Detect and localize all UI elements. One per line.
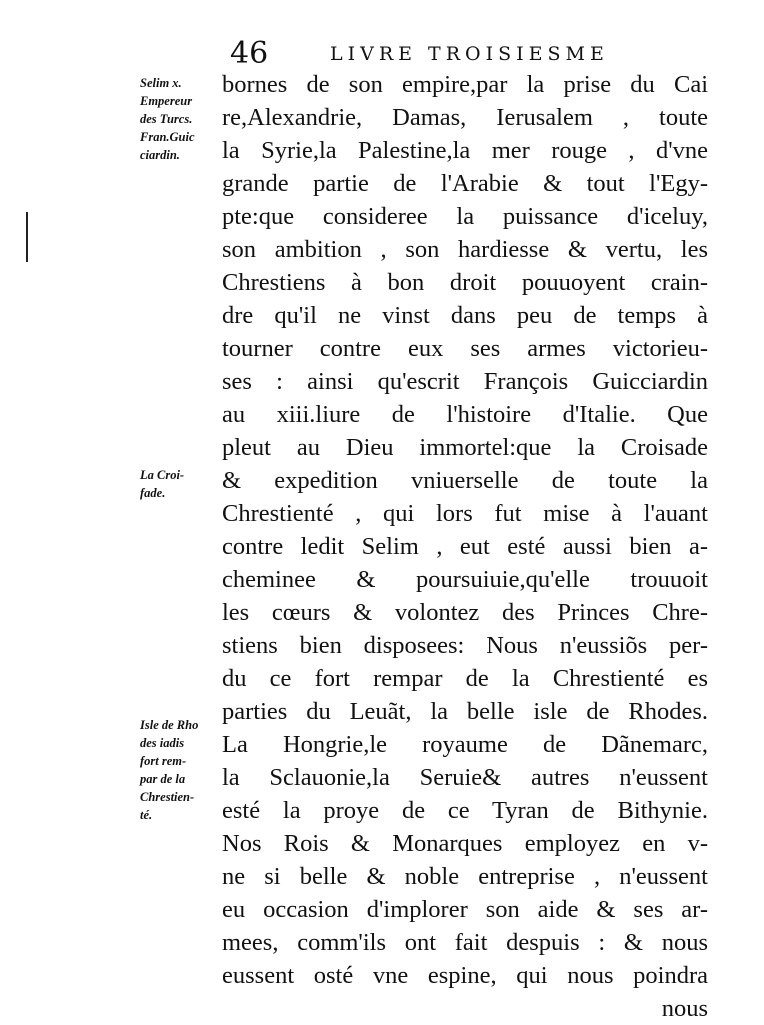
- running-title: LIVRE TROISIESME: [330, 43, 609, 65]
- text-line: La Hongrie,le royaume de Dãnemarc,: [222, 731, 708, 758]
- text-line: Chrestienté , qui lors fut mise à l'auant: [222, 500, 708, 527]
- margin-note-croisade: [140, 466, 230, 502]
- text-line: ses : ainsi qu'escrit François Guicciardin: [222, 368, 708, 395]
- text-line: bornes de son empire,par la prise du Cai: [222, 71, 708, 98]
- text-line: mees, comm'ils ont fait despuis : & nous: [222, 929, 708, 956]
- text-line: contre ledit Selim , eut esté aussi bien a-: [222, 533, 708, 560]
- margin-note-line: Selim x.: [140, 76, 182, 90]
- text-line: cheminee & poursuiuie,qu'elle trouuoit: [222, 566, 708, 593]
- text-line: eu occasion d'implorer son aide & ses ar-: [222, 896, 708, 923]
- text-line: re,Alexandrie, Damas, Ierusalem , toute: [222, 104, 708, 131]
- catchword: nous: [661, 995, 708, 1022]
- margin-note-line: Fran.Guic: [140, 130, 195, 144]
- text-line: & expedition vniuerselle de toute la: [222, 467, 708, 494]
- text-line: grande partie de l'Arabie & tout l'Egy-: [222, 170, 708, 197]
- margin-note-line: des Turcs.: [140, 112, 193, 126]
- text-line: dre qu'il ne vinst dans peu de temps à: [222, 302, 708, 329]
- margin-note-line: Isle de Rho: [140, 718, 199, 732]
- text-line: pte:que consideree la puissance d'iceluy,: [222, 203, 708, 230]
- text-line: pleut au Dieu immortel:que la Croisade: [222, 434, 708, 461]
- text-line: stiens bien disposees: Nous n'eussiõs per-: [222, 632, 708, 659]
- text-line: les cœurs & volontez des Princes Chre-: [222, 599, 708, 626]
- text-line: au xiii.liure de l'histoire d'Italie. Que: [222, 401, 708, 428]
- text-line: esté la proye de ce Tyran de Bithynie.: [222, 797, 708, 824]
- margin-note-line: La Croi-: [140, 468, 185, 482]
- text-line: parties du Leuãt, la belle isle de Rhodes.: [222, 698, 708, 725]
- text-line: Nos Rois & Monarques employez en v-: [222, 830, 708, 857]
- text-line: du ce fort rempar de la Chrestienté es: [222, 665, 708, 692]
- text-line: son ambition , son hardiesse & vertu, les: [222, 236, 708, 263]
- margin-note-rhodes: [140, 716, 230, 824]
- margin-note-line: par de la: [140, 772, 186, 786]
- text-line: eussent osté vne espine, qui nous poindra: [222, 962, 708, 989]
- text-line: la Syrie,la Palestine,la mer rouge , d'vne: [222, 137, 708, 164]
- text-line: ne si belle & noble entreprise , n'eussent: [222, 863, 708, 890]
- text-line: la Sclauonie,la Seruie& autres n'eussent: [222, 764, 708, 791]
- margin-ink-mark: [26, 212, 28, 262]
- margin-note-line: Chrestien-: [140, 790, 195, 804]
- text-line: tourner contre eux ses armes victorieu-: [222, 335, 708, 362]
- margin-note-line: ciardin.: [140, 148, 180, 162]
- margin-note-selim: [140, 74, 230, 164]
- folio-number: 46: [230, 36, 269, 71]
- margin-note-line: fort rem-: [140, 754, 187, 768]
- margin-note-line: des iadis: [140, 736, 185, 750]
- margin-note-line: té.: [140, 808, 153, 822]
- text-line: Chrestiens à bon droit pouuoyent crain-: [222, 269, 708, 296]
- margin-note-line: Empereur: [140, 94, 193, 108]
- main-text-block: [222, 68, 708, 1025]
- margin-note-line: fade.: [140, 486, 166, 500]
